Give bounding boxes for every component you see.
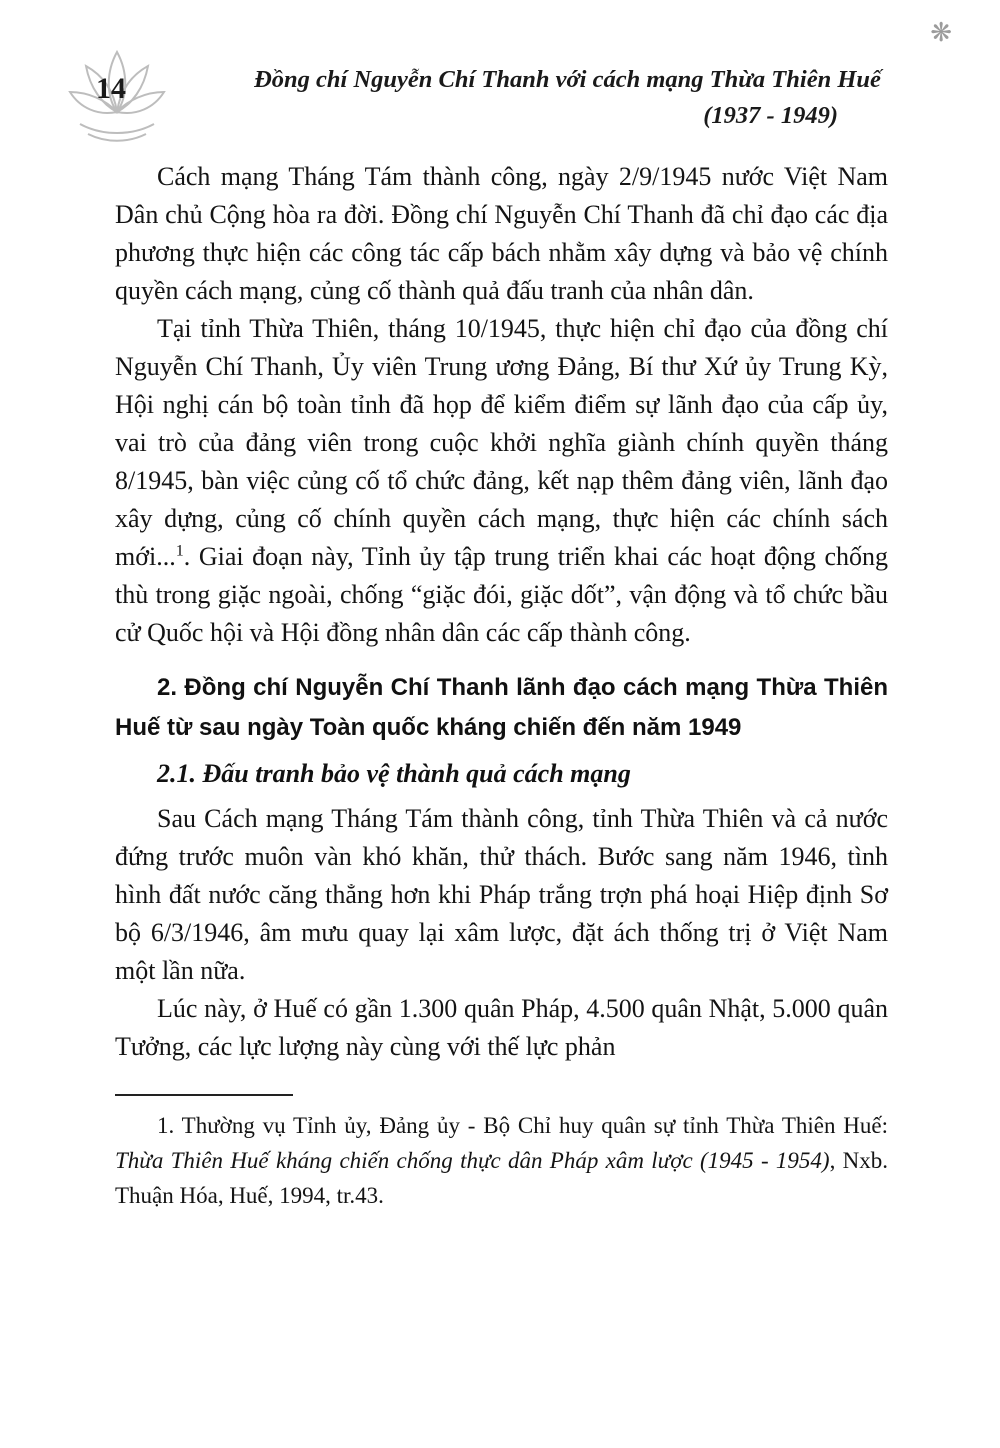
section-heading-2: 2. Đồng chí Nguyễn Chí Thanh lãnh đạo cách mạng Thừa Thiên Huế từ sau ngày Toàn quốc kháng chiến đến năm 1949: [115, 674, 888, 741]
body-text: [115, 158, 888, 1213]
running-head-years: (1937 - 1949): [703, 102, 838, 129]
footnote-reference-mark: 1: [175, 542, 184, 560]
running-head: [235, 62, 900, 134]
paragraph-2-continued: . Giai đoạn này, Tỉnh ủy tập trung triển khai các hoạt động chống thù trong giặc ngoài, chống “giặc đói, giặc dốt”, vận động và tổ chức bầu cử Quốc hội và Hội đồng nhân dân các cấp thành công.: [115, 542, 888, 647]
paragraph-1: Cách mạng Tháng Tám thành công, ngày 2/9/1945 nước Việt Nam Dân chủ Cộng hòa ra đời. Đồng chí Nguyễn Chí Thanh đã chỉ đạo các địa phương thực hiện các công tác cấp bách nhằm xây dựng và bảo vệ chính quyền cách mạng, củng cố thành quả đấu tranh của nhân dân.: [115, 162, 888, 305]
footnote-block: [115, 1094, 888, 1213]
footnote-divider: [115, 1094, 293, 1096]
footnote-citation-title: Thừa Thiên Huế kháng chiến chống thực dân Pháp xâm lược (1945 - 1954): [115, 1148, 830, 1173]
subsection-heading-2-1: 2.1. Đấu tranh bảo vệ thành quả cách mạng: [157, 759, 631, 788]
paragraph-2-text: Tại tỉnh Thừa Thiên, tháng 10/1945, thực hiện chỉ đạo của đồng chí Nguyễn Chí Thanh, Ủy viên Trung ương Đảng, Bí thư Xứ ủy Trung Kỳ, Hội nghị cán bộ toàn tỉnh đã họp để kiểm điểm sự lãnh đạo của cấp ủy, vai trò của đảng viên trong cuộc khởi nghĩa giành chính quyền tháng 8/1945, bàn việc củng cố tổ chức đảng, kết nạp thêm đảng viên, lãnh đạo xây dựng, củng cố chính quyền cách mạng, thực hiện các chính sách mới...: [115, 314, 888, 571]
paragraph-3: Sau Cách mạng Tháng Tám thành công, tỉnh Thừa Thiên và cả nước đứng trước muôn vàn khó khăn, thử thách. Bước sang năm 1946, tình hình đất nước căng thẳng hơn khi Pháp trắng trợn phá hoại Hiệp định Sơ bộ 6/3/1946, âm mưu quay lại xâm lược, đặt ách thống trị ở Việt Nam một lần nữa.: [115, 804, 888, 985]
footnote-citation-start: 1. Thường vụ Tỉnh ủy, Đảng ủy - Bộ Chỉ huy quân sự tỉnh Thừa Thiên Huế:: [157, 1113, 888, 1138]
paragraph-4: Lúc này, ở Huế có gần 1.300 quân Pháp, 4.500 quân Nhật, 5.000 quân Tưởng, các lực lượng này cùng với thế lực phản: [115, 994, 888, 1061]
footnote-text: [115, 1108, 888, 1213]
footnote-citation-end: , Nxb. Thuận Hóa, Huế, 1994, tr.43.: [115, 1148, 888, 1208]
running-head-title: Đồng chí Nguyễn Chí Thanh với cách mạng Thừa Thiên Huế: [254, 66, 881, 93]
page-number: 14: [96, 72, 126, 105]
corner-flower-icon: ❋: [930, 18, 952, 48]
paragraph-2: [115, 310, 888, 652]
